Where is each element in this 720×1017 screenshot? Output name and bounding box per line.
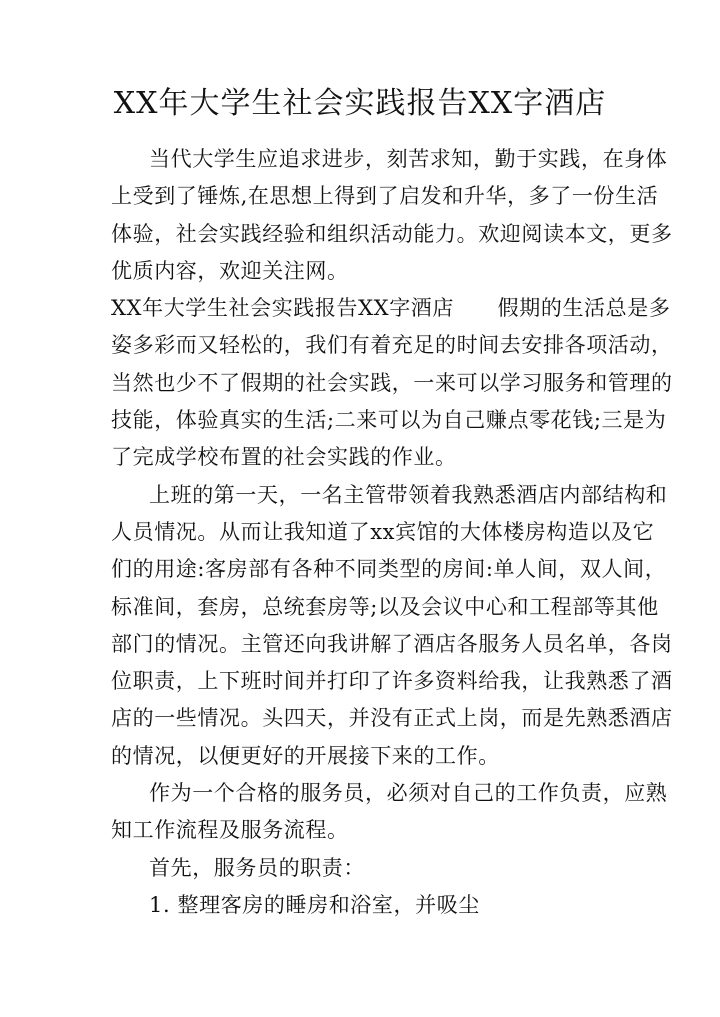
document-title: XX年大学生社会实践报告XX字酒店 [113,86,607,121]
body-line: 上班的第一天，一名主管带领着我熟悉酒店内部结构和 [149,482,668,507]
body-line: 首先，服务员的职责： [149,855,365,880]
list-item: 1. 整理客房的睡房和浴室，并吸尘 [149,892,480,917]
body-line: 知工作流程及服务流程。 [111,818,349,843]
body-line: XX年大学生社会实践报告XX字酒店 假期的生活总是多 [111,296,671,321]
body-line: 姿多彩而又轻松的，我们有着充足的时间去安排各项活动， [111,333,673,358]
body-line: 部门的情况。主管还向我讲解了酒店各服务人员名单，各岗 [111,631,673,656]
body-line: 技能，体验真实的生活;二来可以为自己赚点零花钱;三是为 [111,408,667,433]
body-line: 体验，社会实践经验和组织活动能力。欢迎阅读本文，更多 [111,221,673,246]
body-line: 们的用途:客房部有各种不同类型的房间:单人间，双人间， [111,557,667,582]
body-line: 当然也少不了假期的社会实践，一来可以学习服务和管理的 [111,370,673,395]
body-line: 标准间，套房，总统套房等;以及会议中心和工程部等其他 [111,594,659,619]
body-line: 当代大学生应追求进步，刻苦求知，勤于实践，在身体 [149,147,668,171]
body-line: 作为一个合格的服务员，必须对自己的工作负责，应熟 [149,781,668,806]
body-line: 了完成学校布置的社会实践的作业。 [111,445,457,470]
body-line: 店的一些情况。头四天，并没有正式上岗，而是先熟悉酒店 [111,706,673,731]
body-line: 人员情况。从而让我知道了xx宾馆的大体楼房构造以及它 [111,519,655,544]
body-line: 优质内容，欢迎关注网。 [111,258,349,283]
body-line: 位职责，上下班时间并打印了许多资料给我，让我熟悉了酒 [111,669,673,694]
body-line: 的情况，以便更好的开展接下来的工作。 [111,743,500,768]
document-body [111,141,673,924]
body-line: 上受到了锤炼,在思想上得到了启发和升华，多了一份生活 [111,184,659,209]
